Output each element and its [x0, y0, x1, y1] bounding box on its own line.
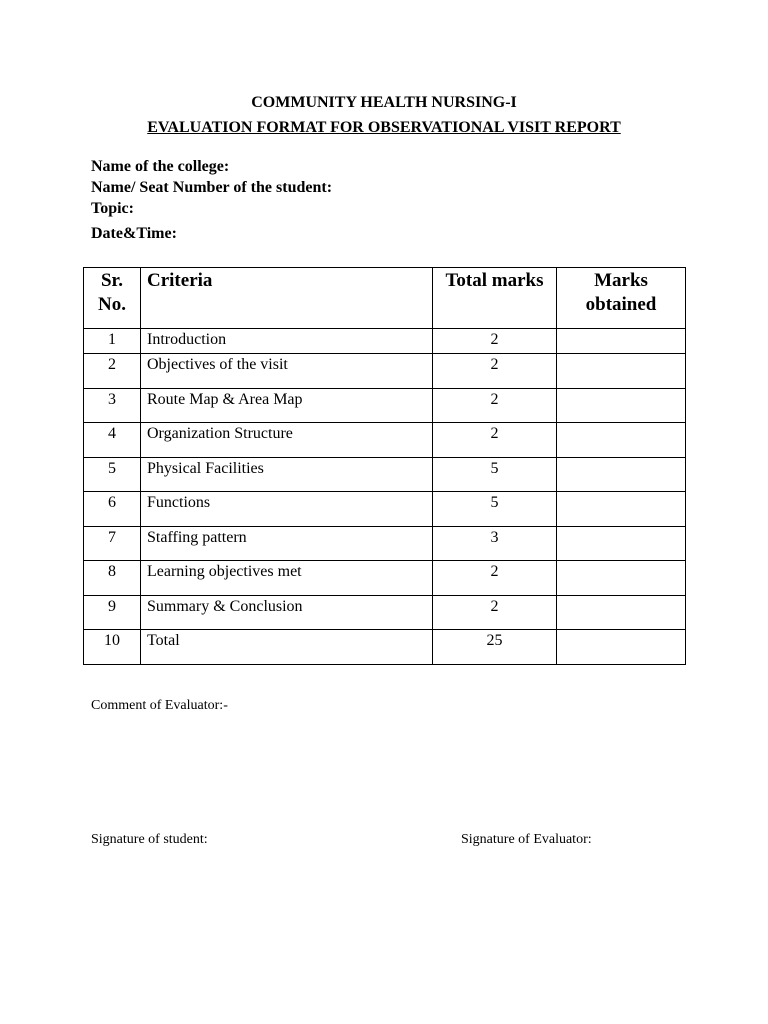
table-row — [84, 389, 686, 423]
row-marks-obtained — [557, 329, 686, 354]
header-marks-obtained — [557, 268, 686, 329]
evaluation-table — [83, 267, 686, 665]
row-total-marks: 3 — [433, 527, 557, 561]
row-total-marks: 2 — [433, 561, 557, 596]
header-sr-line2: No. — [98, 294, 126, 315]
row-criteria: Introduction — [141, 329, 433, 354]
row-marks-obtained — [557, 596, 686, 630]
table-row — [84, 527, 686, 561]
document-title: COMMUNITY HEALTH NURSING-I — [251, 94, 517, 111]
header-sr-no — [84, 268, 141, 329]
table-header-row — [84, 268, 686, 329]
document-subtitle-text: EVALUATION FORMAT FOR OBSERVATIONAL VISIT REPORT — [147, 119, 621, 136]
table-row — [84, 630, 686, 665]
row-total-marks: 2 — [433, 354, 557, 389]
row-criteria: Total — [141, 630, 433, 665]
evaluator-comment-label: Comment of Evaluator:- — [91, 698, 228, 713]
row-total-marks: 2 — [433, 389, 557, 423]
row-criteria: Physical Facilities — [141, 458, 433, 492]
row-total-marks: 5 — [433, 458, 557, 492]
header-sr-line1: Sr. — [100, 270, 123, 291]
row-sr-no: 8 — [84, 561, 141, 596]
row-sr-no: 4 — [84, 423, 141, 458]
row-total-marks: 2 — [433, 423, 557, 458]
row-criteria: Route Map & Area Map — [141, 389, 433, 423]
header-obtained-line2: obtained — [585, 294, 657, 315]
student-signature-label: Signature of student: — [91, 832, 208, 847]
table-row — [84, 423, 686, 458]
row-criteria: Staffing pattern — [141, 527, 433, 561]
table-row — [84, 458, 686, 492]
row-marks-obtained — [557, 561, 686, 596]
header-total-marks: Total marks — [433, 268, 557, 329]
row-criteria: Organization Structure — [141, 423, 433, 458]
college-name-label: Name of the college: — [91, 158, 230, 175]
row-sr-no: 1 — [84, 329, 141, 354]
row-total-marks: 25 — [433, 630, 557, 665]
datetime-label: Date&Time: — [91, 225, 177, 242]
row-marks-obtained — [557, 492, 686, 527]
row-criteria: Objectives of the visit — [141, 354, 433, 389]
table-row — [84, 329, 686, 354]
table-row — [84, 492, 686, 527]
evaluator-signature-label: Signature of Evaluator: — [461, 832, 592, 847]
row-sr-no: 10 — [84, 630, 141, 665]
row-sr-no: 3 — [84, 389, 141, 423]
row-criteria: Functions — [141, 492, 433, 527]
row-criteria: Learning objectives met — [141, 561, 433, 596]
row-total-marks: 5 — [433, 492, 557, 527]
topic-label: Topic: — [91, 200, 134, 217]
row-marks-obtained — [557, 527, 686, 561]
row-criteria: Summary & Conclusion — [141, 596, 433, 630]
row-sr-no: 9 — [84, 596, 141, 630]
row-marks-obtained — [557, 354, 686, 389]
row-sr-no: 6 — [84, 492, 141, 527]
row-sr-no: 5 — [84, 458, 141, 492]
row-total-marks: 2 — [433, 329, 557, 354]
table-row — [84, 354, 686, 389]
header-criteria: Criteria — [141, 268, 433, 329]
table-row — [84, 561, 686, 596]
row-sr-no: 2 — [84, 354, 141, 389]
header-obtained-line1: Marks — [594, 270, 648, 291]
document-subtitle — [0, 118, 768, 138]
student-name-label: Name/ Seat Number of the student: — [91, 179, 333, 196]
row-total-marks: 2 — [433, 596, 557, 630]
row-marks-obtained — [557, 630, 686, 665]
row-marks-obtained — [557, 389, 686, 423]
table-row — [84, 596, 686, 630]
row-sr-no: 7 — [84, 527, 141, 561]
row-marks-obtained — [557, 423, 686, 458]
row-marks-obtained — [557, 458, 686, 492]
